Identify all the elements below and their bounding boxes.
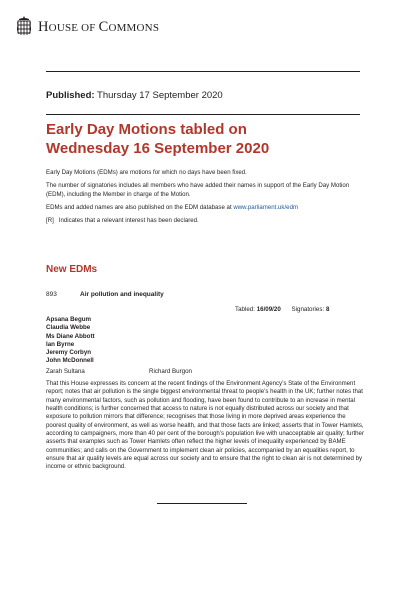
sponsor-name: Apsana Begum [46, 316, 92, 323]
portcullis-logo-icon [17, 16, 31, 38]
house-of-commons-wordmark: HOUSE OF COMMONS [38, 18, 160, 35]
sponsor-name: Ms Diane Abbott [46, 332, 95, 340]
motion-text: That this House expresses its concern at the recent findings of the Environment Agency’s State of the Environment report; notes that air pollution is the single biggest environmental threat to people’s health in the UK; further notes that many environmental factors, such as pollution and flooding, have been found to contribute to an increase in mental health conditions; is further concerned that access to nature is not equally distributed across our society and that exposure to pollution mirrors that difference; recognises that those living in more deprived areas experience the poorest quality of environment, as well as worse health, and that those facts are linked; asserts that in Tower Hamlets, according to campaigners, more than 40 per cent of the borough’s population live with unacceptable air quality; further asserts that examples such as Tower Hamlets often reflect the higher levels of inequality experienced by BAME communities; and calls on the Government to implement clean air policies, accompanied by an equalities report, to ensure that air quality levels are equal across our society and to ensure that the right to clean air is not determined by income or ethnic background. [46, 380, 364, 471]
edm-database-link[interactable]: www.parliament.uk/edm [233, 204, 299, 212]
intro-notes [46, 168, 364, 229]
intro-paragraph-3-text: EDMs and added names are also published on the EDM database at [46, 204, 234, 212]
signatories-count: 8 [325, 306, 330, 313]
edm-meta [235, 306, 329, 313]
top-divider [46, 71, 360, 72]
intro-paragraph-3 [46, 203, 364, 212]
edm-heading [46, 291, 164, 298]
relevant-interest-symbol: [R] [46, 217, 54, 225]
mid-divider [46, 114, 360, 115]
supporters-list [46, 368, 192, 375]
edm-number: 893 [46, 291, 57, 298]
supporter-name: Richard Burgon [149, 368, 192, 375]
section-title-new-edms: New EDMs [46, 264, 98, 275]
masthead [17, 16, 159, 38]
published-label: Published: [46, 90, 95, 101]
page-title [46, 120, 346, 158]
intro-paragraph-1: Early Day Motions (EDMs) are motions for which no days have been fixed. [46, 169, 247, 176]
edm-title: Air pollution and inequality [80, 291, 164, 298]
sponsor-name: Jeremy Corbyn [46, 349, 92, 357]
sponsor-name: Claudia Webbe [46, 324, 91, 332]
sponsor-name: Ian Byrne [46, 340, 75, 348]
published-line [46, 90, 223, 101]
tabled-date: 16/09/20 [256, 306, 281, 313]
primary-sponsors-list [46, 316, 95, 366]
intro-paragraph-2: The number of signatories includes all members who have added their names in support of the Early Day Motion (EDM), including the Member in charge of the Motion. [46, 182, 350, 199]
relevant-interest-note [46, 216, 364, 225]
relevant-interest-text: Indicates that a relevant interest has been declared. [58, 217, 199, 225]
page-title-line-1: Early Day Motions tabled on [46, 121, 247, 138]
page-title-line-2: Wednesday 16 September 2020 [46, 140, 270, 157]
sponsor-name: John McDonnell [46, 357, 94, 365]
published-date: Thursday 17 September 2020 [97, 90, 223, 101]
supporter-name: Zarah Sultana [46, 368, 85, 375]
end-divider [157, 503, 247, 504]
signatories-label: Signatories: [291, 306, 325, 313]
tabled-label: Tabled: [235, 306, 255, 313]
